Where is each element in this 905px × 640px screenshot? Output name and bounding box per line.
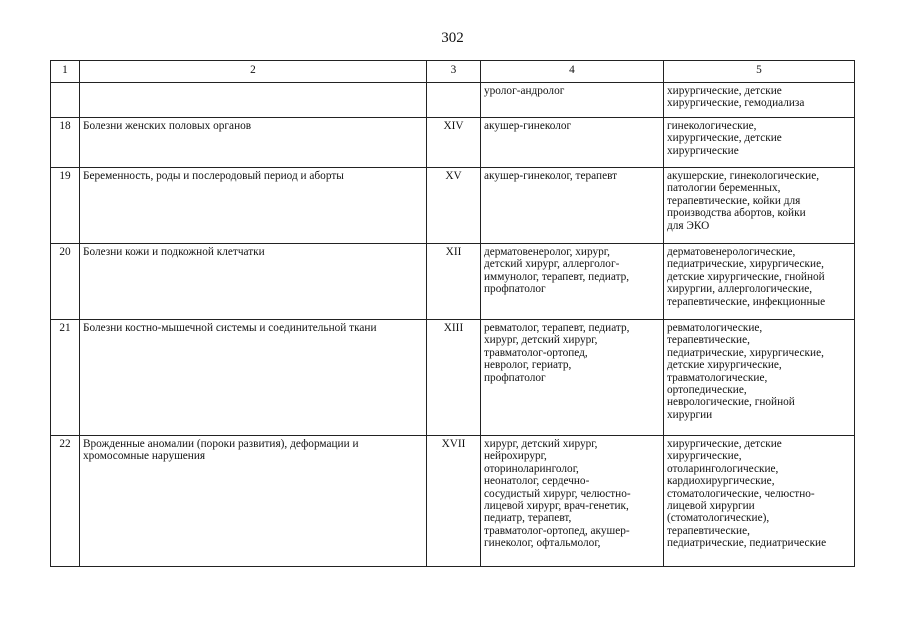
cell-line: иммунолог, терапевт, педиатр, [484, 270, 630, 283]
specialists-cell [481, 436, 664, 567]
disease-cell [80, 168, 427, 244]
icd-class-cell [427, 83, 481, 118]
disease-cell [80, 244, 427, 320]
specialists-cell [481, 320, 664, 436]
cell-line: XVII [441, 438, 466, 450]
cell-line: ревматологические, [667, 322, 763, 334]
cell-line: (стоматологические), [667, 512, 770, 525]
cell-line: 18 [59, 120, 71, 132]
table-row [51, 244, 855, 320]
cell-line: ортопедические, [667, 384, 747, 397]
cell-line: хромосомные нарушения [83, 450, 206, 463]
cell-line: XIV [443, 120, 464, 132]
cell-line: уролог-андролог [484, 85, 565, 97]
column-header: 3 [427, 61, 481, 83]
cell-line: патологии беременных, [667, 182, 781, 195]
cell-line: акушер-гинеколог, терапевт [484, 170, 618, 182]
icd-class-cell [427, 118, 481, 168]
disease-cell [80, 83, 427, 118]
row-number-cell [51, 118, 80, 168]
cell-line: детский хирург, аллерголог- [484, 258, 620, 271]
cell-line: кардиохирургические, [667, 475, 775, 488]
cell-line: педиатрические, педиатрические [667, 537, 827, 550]
icd-class-cell [427, 168, 481, 244]
table-row [51, 168, 855, 244]
cell-line: хирургии, аллергологические, [667, 283, 813, 296]
column-header: 1 [51, 61, 80, 83]
cell-line: хирургические [667, 144, 739, 157]
row-number-cell [51, 168, 80, 244]
cell-line: хирург, детский хирург, [484, 438, 598, 450]
cell-line: педиатрические, хирургические, [667, 346, 824, 359]
beds-cell [664, 244, 855, 320]
column-header: 5 [664, 61, 855, 83]
cell-line: гинеколог, офтальмолог, [484, 537, 601, 550]
row-number-cell [51, 320, 80, 436]
cell-line: дерматовенеролог, хирург, [484, 246, 610, 258]
cell-line: травматолог-ортопед, акушер- [484, 524, 630, 537]
cell-line: детские хирургические, [667, 359, 782, 372]
row-number-cell [51, 244, 80, 320]
cell-line: Болезни кожи и подкожной клетчатки [83, 246, 265, 258]
beds-cell [664, 118, 855, 168]
cell-line: профпатолог [484, 371, 546, 384]
cell-line: акушерские, гинекологические, [667, 170, 820, 182]
disease-cell [80, 436, 427, 567]
disease-cell [80, 118, 427, 168]
cell-line: 21 [59, 322, 71, 334]
column-header: 2 [80, 61, 427, 83]
cell-line: XIII [443, 322, 464, 334]
cell-line: терапевтические, койки для [667, 194, 801, 207]
beds-cell [664, 320, 855, 436]
cell-line: XV [445, 170, 462, 182]
cell-line: травматолог-ортопед, [484, 346, 588, 359]
cell-line: 20 [59, 246, 71, 258]
cell-line: 22 [59, 438, 71, 450]
beds-cell [664, 436, 855, 567]
beds-cell [664, 168, 855, 244]
cell-line: детские хирургические, гнойной [667, 270, 825, 283]
cell-line: Болезни женских половых органов [83, 120, 252, 132]
beds-cell [664, 83, 855, 118]
cell-line: хирургические, гемодиализа [667, 97, 805, 110]
cell-line: хирургии [667, 408, 713, 421]
icd-class-cell [427, 320, 481, 436]
cell-line: хирургические, детские [667, 85, 782, 97]
column-header: 4 [481, 61, 664, 83]
cell-line: хирург, детский хирург, [484, 334, 598, 347]
table-row [51, 320, 855, 436]
cell-line: нейрохирург, [484, 450, 547, 463]
cell-line: хирургические, детские [667, 438, 782, 450]
row-number-cell [51, 83, 80, 118]
page-number: 302 [441, 30, 464, 46]
cell-line: отоларингологические, [667, 462, 779, 475]
cell-line: неонатолог, сердечно- [484, 475, 590, 488]
specialists-cell [481, 118, 664, 168]
cell-line: лицевой хирург, врач-генетик, [484, 500, 629, 513]
specialists-cell [481, 244, 664, 320]
cell-line: терапевтические, [667, 524, 750, 537]
disease-cell [80, 320, 427, 436]
icd-class-cell [427, 244, 481, 320]
specialists-cell [481, 83, 664, 118]
cell-line: терапевтические, инфекционные [667, 295, 826, 308]
cell-line: педиатрические, хирургические, [667, 258, 824, 271]
cell-line: травматологические, [667, 371, 768, 384]
cell-line: стоматологические, челюстно- [667, 487, 815, 500]
cell-line: гинекологические, [667, 120, 757, 132]
cell-line: оториноларинголог, [484, 462, 579, 475]
cell-line: невролог, гериатр, [484, 359, 572, 372]
specialists-cell [481, 168, 664, 244]
cell-line: педиатр, терапевт, [484, 512, 572, 525]
cell-line: хирургические, детские [667, 132, 782, 145]
cell-line: для ЭКО [667, 219, 710, 232]
cell-line: профпатолог [484, 283, 546, 296]
cell-line: акушер-гинеколог [484, 120, 572, 132]
table-row [51, 118, 855, 168]
row-number-cell [51, 436, 80, 567]
cell-line: Беременность, роды и послеродовый период и аборты [83, 170, 344, 182]
cell-line: ревматолог, терапевт, педиатр, [484, 322, 630, 334]
cell-line: 19 [59, 170, 71, 182]
cell-line: XII [445, 246, 462, 258]
table-row [51, 83, 855, 118]
table-header-row [51, 61, 855, 83]
cell-line: производства абортов, койки [667, 207, 806, 220]
table-row [51, 436, 855, 567]
icd-class-cell [427, 436, 481, 567]
cell-line: терапевтические, [667, 334, 750, 347]
cell-line: Врожденные аномалии (пороки развития), деформации и [83, 438, 359, 450]
cell-line: хирургические, [667, 450, 742, 463]
cell-line: лицевой хирургии [667, 500, 755, 513]
cell-line: Болезни костно-мышечной системы и соединительной ткани [83, 322, 377, 334]
classification-table [50, 60, 855, 567]
cell-line: неврологические, гнойной [667, 396, 795, 409]
cell-line: сосудистый хирург, челюстно- [484, 487, 631, 500]
cell-line: дерматовенерологические, [667, 246, 796, 258]
